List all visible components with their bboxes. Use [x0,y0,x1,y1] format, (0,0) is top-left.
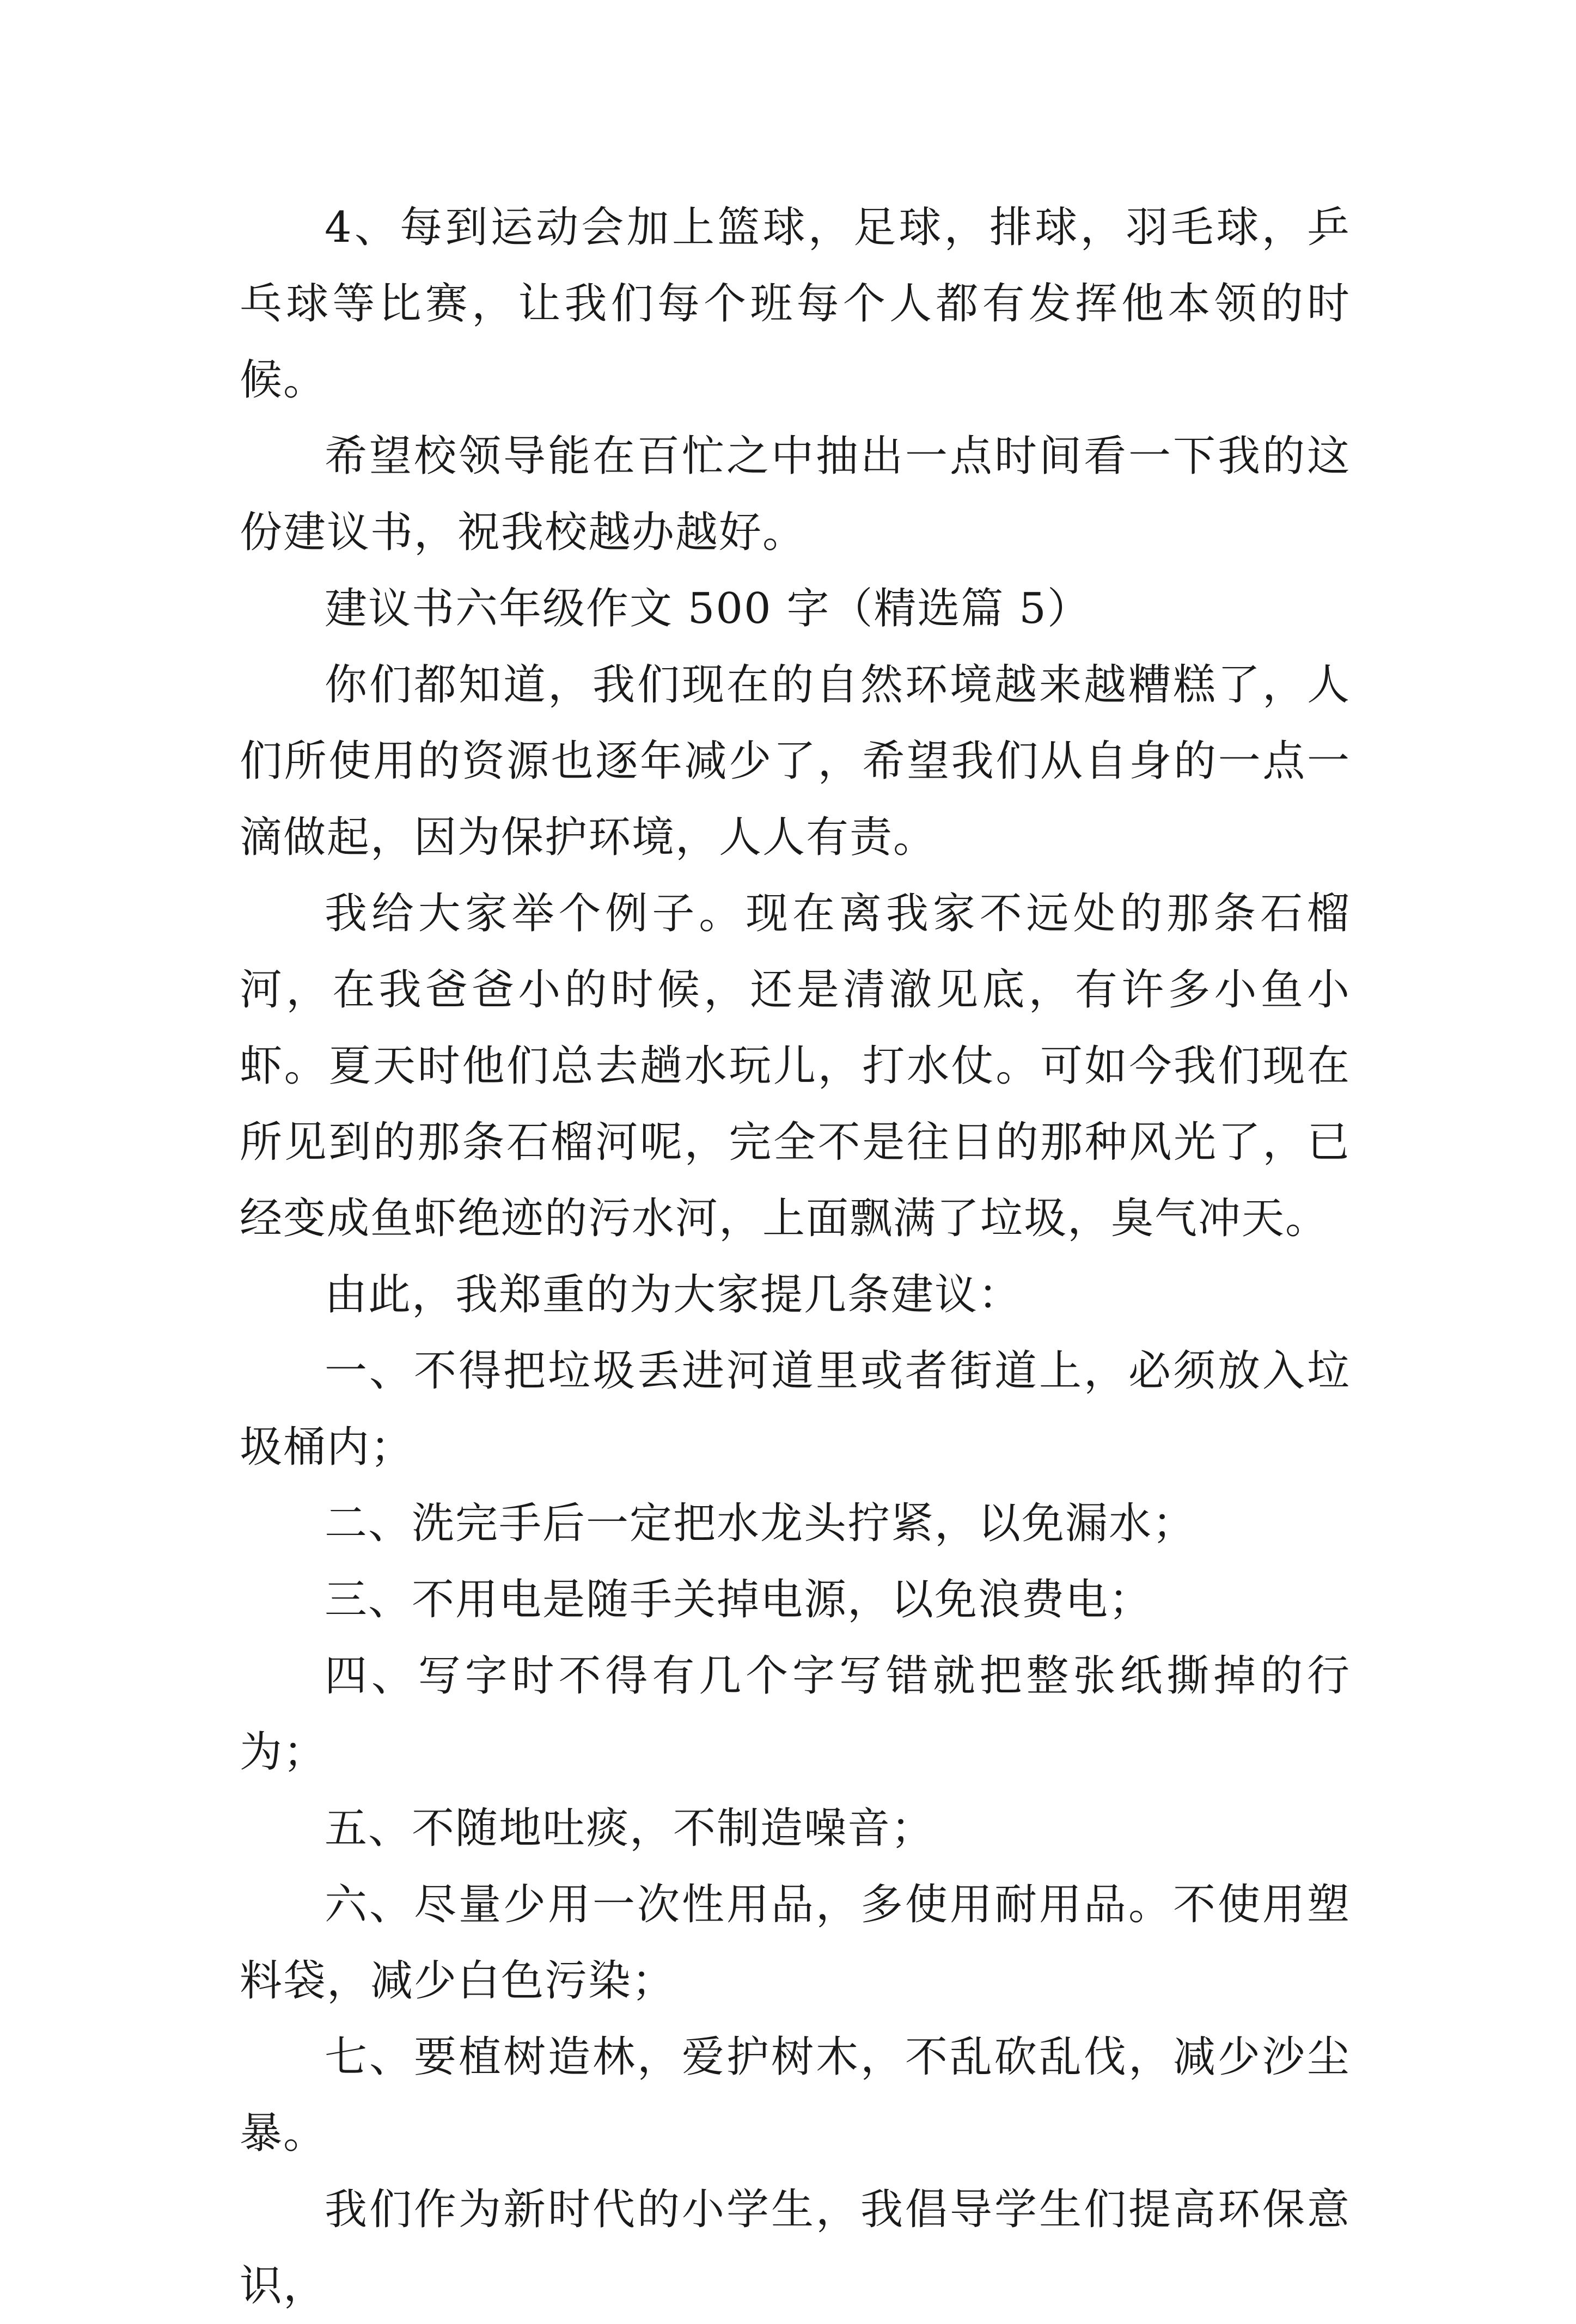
suggestion-item-5: 五、不随地吐痰，不制造噪音； [325,1804,935,1853]
suggestion-item-3: 三、不用电是随手关掉电源，以免浪费电； [325,1575,1153,1624]
suggestion-item-7: 七、要植树造林，爱护树木，不乱砍乱伐，减少沙尘暴。 [240,2033,1351,2158]
suggestion-item-2: 二、洗完手后一定把水龙头拧紧，以免漏水； [325,1499,1196,1548]
suggestion-item-4: 四、写字时不得有几个字写错就把整张纸撕掉的行为； [240,1652,1351,1777]
document-body [240,189,1351,2324]
paragraph-suggestions-lead: 由此，我郑重的为大家提几条建议： [325,1270,1022,1319]
section-heading: 建议书六年级作文 500 字（精选篇 5） [325,584,1091,633]
suggestion-item-6: 六、尽量少用一次性用品，多使用耐用品。不使用塑料袋，减少白色污染； [240,1880,1351,2005]
paragraph-closing-wish: 希望校领导能在百忙之中抽出一点时间看一下我的这份建议书，祝我校越办越好。 [240,432,1351,557]
suggestion-item-1: 一、不得把垃圾丢进河道里或者街道上，必须放入垃圾桶内； [240,1347,1351,1472]
paragraph-example: 我给大家举个例子。现在离我家不远处的那条石榴河，在我爸爸小的时候，还是清澈见底，有许多小鱼小虾。夏天时他们总去趟水玩儿，打水仗。可如今我们现在所见到的那条石榴河呢，完全不是往日的那种风光了，已经变成鱼虾绝迹的污水河，上面飘满了垃圾，臭气冲天。 [240,889,1351,1243]
paragraph-intro: 你们都知道，我们现在的自然环境越来越糟糕了，人们所使用的资源也逐年减少了，希望我们从自身的一点一滴做起，因为保护环境，人人有责。 [240,660,1351,862]
paragraph-conclusion: 我们作为新时代的小学生，我倡导学生们提高环保意识， [240,2185,1351,2310]
paragraph-sports-suggestion: 4、每到运动会加上篮球，足球，排球，羽毛球，乒乓球等比赛，让我们每个班每个人都有发挥他本领的时候。 [240,203,1351,405]
